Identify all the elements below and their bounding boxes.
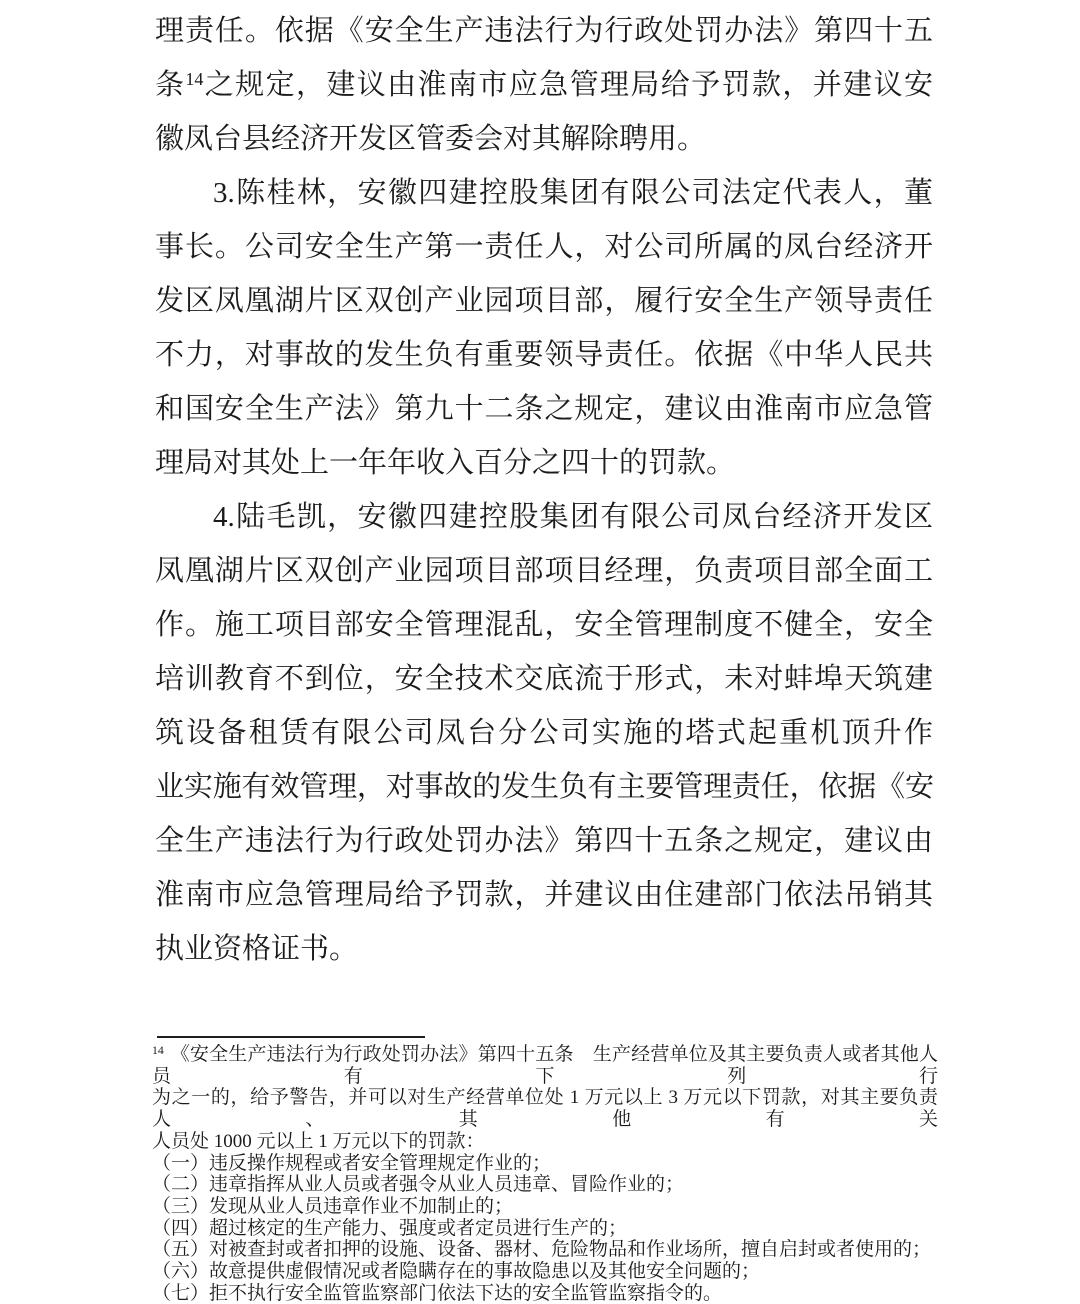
body-text-line	[155, 652, 933, 706]
footnote-separator	[157, 1036, 425, 1038]
footnote-line	[152, 1131, 938, 1153]
text-segment: 人员处 1000 元以上 1 万元以下的罚款：	[152, 1130, 485, 1152]
text-segment: 不力，对事故的发生负有重要领导责任。依据《中华人民共	[155, 339, 933, 371]
text-segment: 业实施有效管理，对事故的发生负有主要管理责任，依据《安	[155, 771, 933, 803]
text-segment: （六）故意提供虚假情况或者隐瞒存在的事故隐患以及其他安全问题的；	[152, 1261, 761, 1283]
text-segment: 凤凰湖片区双创产业园项目部项目经理，负责项目部全面工	[155, 555, 933, 587]
text-segment: （三）发现从业人员违章作业不加制止的；	[152, 1195, 514, 1217]
body-text-line	[155, 706, 933, 760]
text-segment: 和国安全生产法》第九十二条之规定，建议由淮南市应急管	[155, 393, 933, 425]
body-text-line	[155, 328, 933, 382]
body-text-line	[155, 760, 933, 814]
text-segment: 为之一的，给予警告，并可以对生产经营单位处 1 万元以上 3 万元以下罚款，对其主要负责人、其他有关	[152, 1087, 938, 1131]
text-segment: （四）超过核定的生产能力、强度或者定员进行生产的；	[152, 1217, 628, 1239]
body-text-line	[155, 544, 933, 598]
footnote-line	[152, 1044, 938, 1087]
footnote-section	[152, 1044, 938, 1304]
text-segment: 培训教育不到位，安全技术交底流于形式，未对蚌埠天筑建	[155, 663, 933, 695]
body-text-line	[155, 436, 933, 490]
body-text-line	[155, 814, 933, 868]
footnote-line	[152, 1153, 938, 1175]
text-segment: 淮南市应急管理局给予罚款，并建议由住建部门依法吊销其	[155, 879, 933, 911]
footnote-line	[152, 1261, 938, 1283]
text-segment: 徽凤台县经济开发区管委会对其解除聘用。	[155, 123, 707, 155]
body-text-line	[155, 220, 933, 274]
text-segment: 3.陈桂林，安徽四建控股集团有限公司法定代表人，董	[213, 177, 933, 209]
body-text-line	[155, 166, 933, 220]
footnote-line	[152, 1087, 938, 1130]
footnote-line	[152, 1196, 938, 1218]
body-text-line	[155, 490, 933, 544]
footnote-reference-mark: 14	[185, 69, 204, 90]
body-text-line	[155, 868, 933, 922]
text-segment: 全生产违法行为行政处罚办法》第四十五条之规定，建议由	[155, 825, 933, 857]
footnote-line	[152, 1174, 938, 1196]
body-text-line	[155, 274, 933, 328]
body-text-line	[155, 4, 933, 58]
footnote-line	[152, 1239, 938, 1261]
text-segment: 作。施工项目部安全管理混乱，安全管理制度不健全，安全	[155, 609, 933, 641]
document-body-text	[155, 4, 933, 976]
text-segment: 之规定，建议由淮南市应急管理局给予罚款，并建议安	[203, 69, 933, 101]
text-segment: （二）违章指挥从业人员或者强令从业人员违章、冒险作业的；	[152, 1174, 685, 1196]
text-segment: 发区凤凰湖片区双创产业园项目部，履行安全生产领导责任	[155, 285, 933, 317]
text-segment: 条	[155, 69, 186, 101]
text-segment: 执业资格证书。	[155, 933, 359, 965]
text-segment: （一）违反操作规程或者安全管理规定作业的；	[152, 1152, 552, 1174]
text-segment: 《安全生产违法行为行政处罚办法》第四十五条 生产经营单位及其主要负责人或者其他人员有下列行	[152, 1044, 938, 1087]
footnote-line	[152, 1218, 938, 1240]
footnote-line	[152, 1283, 938, 1304]
body-text-line	[155, 112, 933, 166]
text-segment: 筑设备租赁有限公司凤台分公司实施的塔式起重机顶升作	[155, 717, 933, 749]
text-segment: （五）对被查封或者扣押的设施、设备、器材、危险物品和作业场所，擅自启封或者使用的；	[152, 1239, 932, 1261]
body-text-line	[155, 382, 933, 436]
body-text-line	[155, 598, 933, 652]
body-text-line	[155, 922, 933, 976]
text-segment: 理责任。依据《安全生产违法行为行政处罚办法》第四十五	[155, 15, 933, 47]
text-segment: （七）拒不执行安全监管监察部门依法下达的安全监管监察指令的。	[152, 1282, 723, 1304]
text-segment: 事长。公司安全生产第一责任人，对公司所属的凤台经济开	[155, 231, 933, 263]
text-segment: 4.陆毛凯，安徽四建控股集团有限公司凤台经济开发区	[213, 501, 933, 533]
body-text-line	[155, 58, 933, 112]
footnote-reference-mark: 14	[152, 1044, 164, 1058]
text-segment: 理局对其处上一年年收入百分之四十的罚款。	[155, 447, 736, 479]
